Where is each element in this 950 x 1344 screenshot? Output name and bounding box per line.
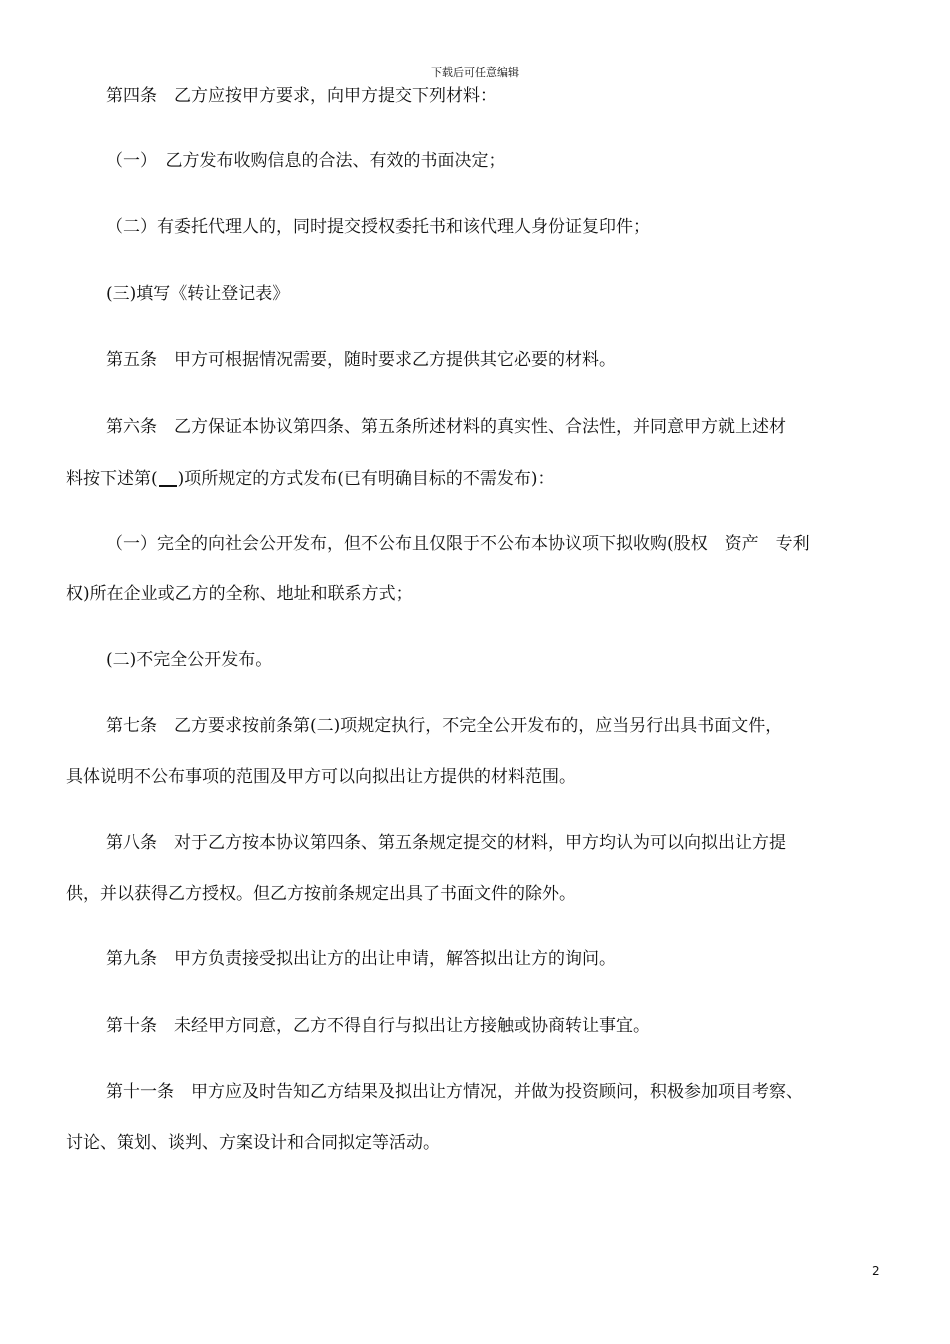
fill-in-blank[interactable] <box>159 471 177 487</box>
article-11-line-2: 讨论、策划、谈判、方案设计和合同拟定等活动。 <box>66 1133 440 1153</box>
article-6-rest: 项所规定的方式发布(已有明确目标的不需发布)： <box>184 469 555 489</box>
article-7-line-2: 具体说明不公布事项的范围及甲方可以向拟出让方提供的材料范围。 <box>66 767 576 787</box>
article-6-item-2: (二)不完全公开发布。 <box>106 650 273 670</box>
article-4: 第四条 乙方应按甲方要求，向甲方提交下列材料： <box>106 86 497 106</box>
article-4-item-2: （二）有委托代理人的，同时提交授权委托书和该代理人身份证复印件； <box>106 217 650 237</box>
article-6-line-1: 第六条 乙方保证本协议第四条、第五条所述材料的真实性、合法性，并同意甲方就上述材 <box>106 417 786 437</box>
article-8-line-2: 供，并以获得乙方授权。但乙方按前条规定出具了书面文件的除外。 <box>66 884 576 904</box>
article-6-prefix: 料按下述第( <box>66 469 158 489</box>
article-6-close: ) <box>177 469 185 489</box>
article-4-item-1: （一） 乙方发布收购信息的合法、有效的书面决定； <box>106 151 506 171</box>
article-11-line-1: 第十一条 甲方应及时告知乙方结果及拟出让方情况，并做为投资顾问，积极参加项目考察、 <box>106 1082 803 1102</box>
article-8-line-1: 第八条 对于乙方按本协议第四条、第五条规定提交的材料，甲方均认为可以向拟出让方提 <box>106 833 786 853</box>
article-7-line-1: 第七条 乙方要求按前条第(二)项规定执行，不完全公开发布的，应当另行出具书面文件， <box>106 716 783 736</box>
article-6-item-1-line-1: （一）完全的向社会公开发布，但不公布且仅限于不公布本协议项下拟收购(股权 资产 专利 <box>106 534 810 554</box>
article-6-line-2 <box>66 451 884 507</box>
article-4-item-3: (三)填写《转让登记表》 <box>106 284 290 304</box>
article-9: 第九条 甲方负责接受拟出让方的出让申请，解答拟出让方的询问。 <box>106 949 616 969</box>
page-number: 2 <box>872 1264 880 1278</box>
article-10: 第十条 未经甲方同意，乙方不得自行与拟出让方接触或协商转让事宜。 <box>106 1016 650 1036</box>
article-6-item-1-line-2: 权)所在企业或乙方的全称、地址和联系方式； <box>66 584 413 604</box>
article-5: 第五条 甲方可根据情况需要，随时要求乙方提供其它必要的材料。 <box>106 350 616 370</box>
page-header: 下载后可任意编辑 <box>431 66 519 79</box>
